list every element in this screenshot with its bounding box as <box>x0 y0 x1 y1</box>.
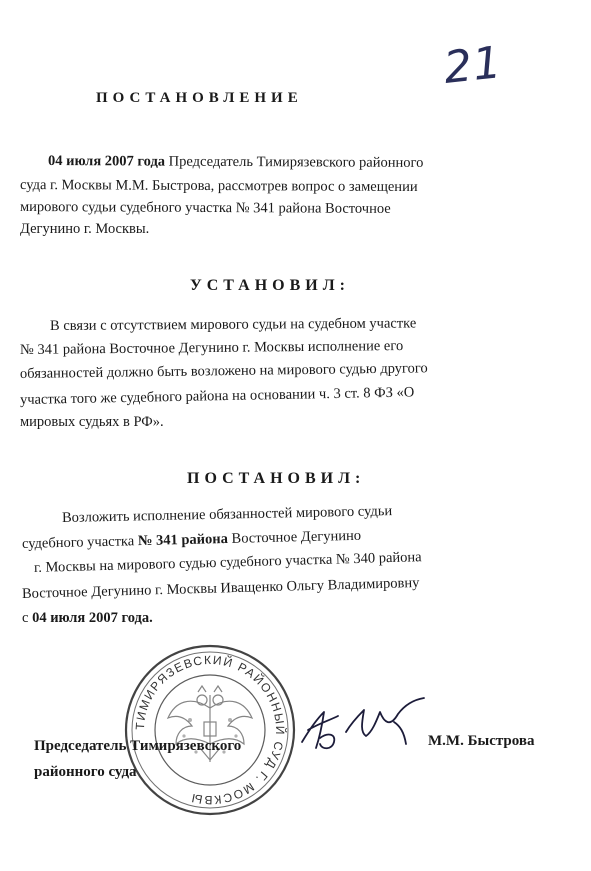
intro-line-2: суда г. Москвы М.М. Быстрова, рассмотрев вопрос о замещении <box>19 177 418 196</box>
intro-line-3: мирового судьи судебного участка № 341 района Восточное <box>19 199 391 217</box>
court-seal-stamp <box>120 640 300 820</box>
resolved-line-3: г. Москвы на мирового судью судебного участка № 340 района <box>33 549 422 576</box>
established-line-5: мировых судьях в РФ». <box>20 414 164 430</box>
page-number: 21 <box>441 37 505 94</box>
document-title: ПОСТАНОВЛЕНИЕ <box>96 90 303 106</box>
established-line-1: В связи с отсутствием мирового судьи на судебном участке <box>49 315 417 334</box>
handwritten-signature <box>294 692 434 762</box>
established-line-2: № 341 района Восточное Дегунино г. Москвы исполнение его <box>19 337 404 358</box>
resolved-line-2: судебного участка № 341 района Восточное Дегунино <box>21 527 362 552</box>
signature-icon <box>294 692 434 762</box>
established-line-4: участка того же судебного района на основании ч. 3 ст. 8 ФЗ «О <box>19 384 415 408</box>
seal-icon <box>120 640 300 820</box>
resolved-line-1: Возложить исполнение обязанностей мирового судьи <box>61 503 393 526</box>
section-heading-established: УСТАНОВИЛ: <box>190 277 350 294</box>
resolved-line-5: с 04 июля 2007 года. <box>22 610 153 626</box>
signatory-title-line-2: районного суда <box>34 764 137 780</box>
signatory-title-line-1: Председатель Тимирязевского <box>34 738 242 754</box>
intro-date: 04 июля 2007 года <box>47 153 166 170</box>
intro-line-4: Дегунино г. Москвы. <box>20 221 150 237</box>
established-line-3: обязанностей должно быть возложено на мирового судью другого <box>19 360 428 382</box>
resolved-line-4: Восточное Дегунино г. Москвы Иващенко Ольгу Владимировну <box>21 574 420 602</box>
section-heading-resolved: ПОСТАНОВИЛ: <box>187 470 366 487</box>
intro-line-1: 04 июля 2007 года Председатель Тимирязевского районного <box>47 153 424 171</box>
signatory-name: М.М. Быстрова <box>428 733 535 749</box>
seal-ring-text: ТИМИРЯЗЕВСКИЙ РАЙОННЫЙ СУД Г. МОСКВЫ <box>132 652 288 808</box>
